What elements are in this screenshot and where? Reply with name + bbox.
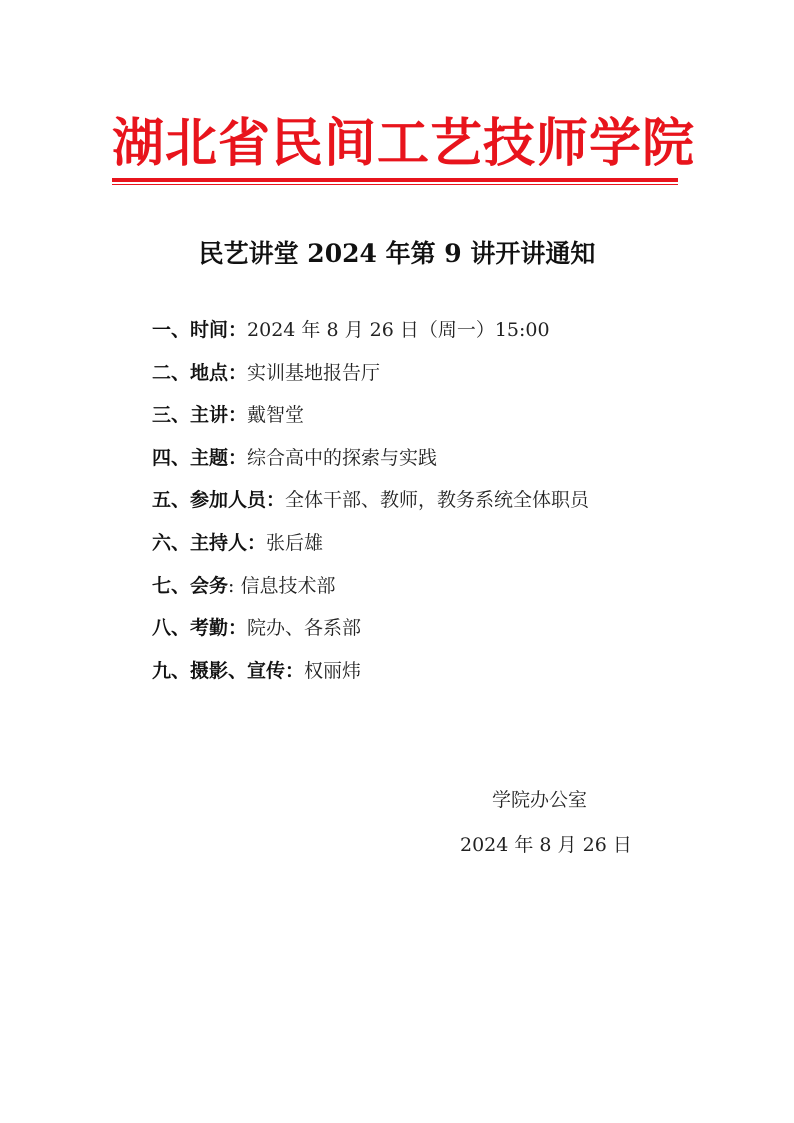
item-label: 一、时间： — [152, 319, 248, 341]
notice-item-list — [152, 312, 752, 695]
item-value: 权丽炜 — [304, 659, 362, 682]
item-label: 八、考勤： — [152, 617, 248, 640]
notice-item-photography — [152, 653, 752, 696]
item-label: 七、会务 — [152, 574, 229, 597]
masthead-divider-thin — [112, 184, 678, 185]
notice-item-time — [152, 312, 752, 355]
item-label: 二、地点： — [152, 361, 248, 384]
institution-masthead: 湖北省民间工艺技师学院 — [112, 113, 696, 174]
issue-date: 2024 年 8 月 26 日 — [460, 834, 632, 856]
notice-item-host — [152, 525, 752, 568]
item-value: 戴智堂 — [247, 404, 305, 427]
notice-item-attendees — [152, 482, 752, 525]
item-value: 综合高中的探索与实践 — [247, 446, 438, 469]
item-value: : 信息技术部 — [228, 574, 336, 597]
item-label: 四、主题： — [152, 446, 248, 469]
notice-item-logistics — [152, 568, 752, 611]
item-value: 院办、各系部 — [247, 617, 362, 640]
item-value: 张后雄 — [266, 531, 324, 554]
item-label: 九、摄影、宣传： — [152, 659, 305, 682]
item-value: 2024 年 8 月 26 日（周一）15:00 — [247, 319, 550, 341]
item-label: 六、主持人： — [152, 531, 267, 554]
item-label: 五、参加人员： — [152, 489, 286, 512]
notice-item-attendance — [152, 610, 752, 653]
item-value: 全体干部、教师，教务系统全体职员 — [285, 489, 590, 512]
item-label: 三、主讲： — [152, 404, 248, 427]
notice-title: 民艺讲堂 2024 年第 9 讲开讲通知 — [198, 239, 596, 268]
notice-item-location — [152, 355, 752, 398]
notice-item-speaker — [152, 397, 752, 440]
issuing-office: 学院办公室 — [492, 789, 588, 811]
notice-item-topic — [152, 440, 752, 483]
masthead-divider-thick — [112, 178, 678, 182]
item-value: 实训基地报告厅 — [247, 361, 381, 384]
